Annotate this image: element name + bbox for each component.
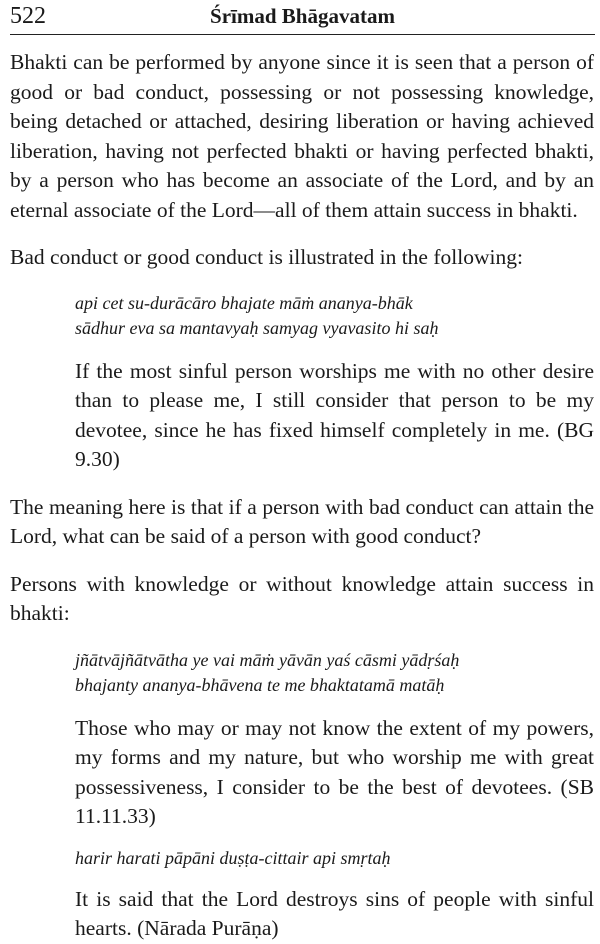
verse-line: bhajanty ananya-bhāvena te me bhaktatamā matāḥ <box>75 674 445 695</box>
translation-narada: It is said that the Lord destroys sins of people with sinful hearts. (Nārada Purāṇa) <box>75 886 594 940</box>
paragraph-bhakti-anyone: Bhakti can be performed by anyone since it is seen that a person of good or bad conduct, possessing or not possessing knowledge, being detached or attached, desiring liberation or having achieved liberation, having not perfected bhakti or having perfected bhakti, by a person who has become an associate of the Lord, and by an eternal associate of the Lord—all of them attain success in bhakti. <box>10 50 594 222</box>
verse-line: sādhur eva sa mantavyaḥ samyag vyavasito hi saḥ <box>75 317 439 338</box>
verse-line: harir harati pāpāni duṣṭa-cittair api smṛtaḥ <box>75 847 391 868</box>
sanskrit-verse-bg <box>75 291 594 341</box>
running-title: Śrīmad Bhāgavatam <box>210 4 395 28</box>
sanskrit-verse-narada <box>75 846 594 871</box>
translation-bg: If the most sinful person worships me with no other desire than to please me, I still consider that person to be my devotee, since he has fixed himself completely in me. (BG 9.30) <box>75 358 594 471</box>
page-number: 522 <box>10 3 46 29</box>
paragraph-conduct-intro: Bad conduct or good conduct is illustrated in the following: <box>10 245 523 269</box>
verse-line: api cet su-durācāro bhajate māṁ ananya-bhāk <box>75 292 413 313</box>
paragraph-meaning: The meaning here is that if a person with bad conduct can attain the Lord, what can be said of a person with good conduct? <box>10 494 594 548</box>
verse-line: jñātvājñātvātha ye vai māṁ yāvān yaś cāsmi yādṛśaḥ <box>75 649 460 670</box>
translation-sb: Those who may or may not know the extent of my powers, my forms and my nature, but who worship me with great possessiveness, I consider to be the best of devotees. (SB 11.11.33) <box>75 715 594 828</box>
sanskrit-verse-sb <box>75 648 594 698</box>
paragraph-knowledge-intro: Persons with knowledge or without knowledge attain success in bhakti: <box>10 571 594 625</box>
page-header <box>10 0 595 35</box>
page-body <box>10 48 594 944</box>
